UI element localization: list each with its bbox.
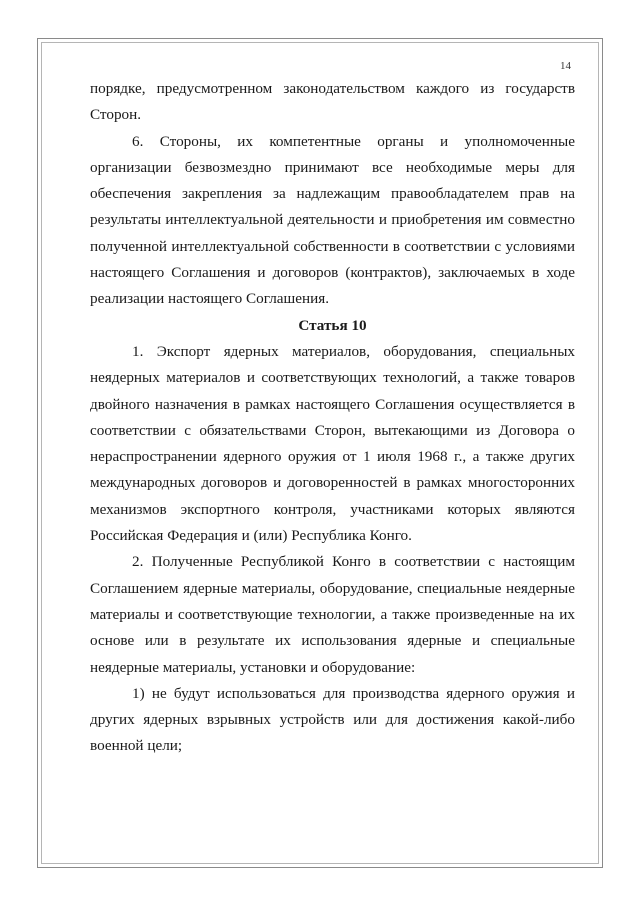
text-line: основе или в результате их использования ядерные и специальные	[90, 632, 575, 650]
text-line: механизмов экспортного контроля, участниками которых являются	[90, 500, 575, 518]
text-line: 2. Полученные Республикой Конго в соответствии с настоящим	[132, 553, 575, 571]
text-line: порядке, предусмотренном законодательством каждого из государств	[90, 80, 575, 97]
text-line: Соглашением ядерные материалы, оборудование, специальные неядерные	[90, 579, 575, 597]
text-line: настоящего Соглашения и договоров (контрактов), заключаемых в ходе	[90, 264, 575, 282]
text-line: Сторон.	[90, 106, 142, 124]
text-line: двойного назначения в рамках настоящего Соглашения осуществляется в	[90, 395, 575, 413]
text-line: Российская Федерация и (или) Республика Конго.	[90, 527, 412, 545]
text-line: соответствии с обязательствами Сторон, вытекающими из Договора о	[90, 421, 575, 439]
text-line: полученной интеллектуальной собственности в соответствии с условиями	[90, 237, 575, 255]
text-line: неядерные материалы, установки и оборудование:	[90, 658, 416, 676]
text-line: нераспространении ядерного оружия от 1 июля 1968 г., а также других	[90, 448, 575, 466]
text-line: международных договоров и договоренностей в рамках многосторонних	[90, 474, 575, 492]
paragraph-6	[90, 129, 575, 313]
article-item-2	[90, 549, 575, 680]
text-line: материалы и соответствующие технологии, а также произведенные на их	[90, 605, 575, 623]
page-number: 14	[560, 60, 571, 72]
text-line: других ядерных взрывных устройств или для достижения какой-либо	[90, 711, 575, 729]
text-line: 1. Экспорт ядерных материалов, оборудования, специальных	[132, 342, 575, 360]
text-line: военной цели;	[90, 737, 183, 755]
text-line: неядерных материалов и соответствующих технологий, а также товаров	[90, 369, 575, 387]
text-line: обеспечения закрепления за надлежащим правообладателем прав на	[90, 185, 575, 203]
text-line: 1) не будут использоваться для производства ядерного оружия и	[132, 684, 575, 702]
text-line: 6. Стороны, их компетентные органы и уполномоченные	[132, 132, 575, 150]
paragraph-continuation	[90, 76, 575, 129]
document-body	[90, 76, 575, 760]
article-item-1	[90, 339, 575, 549]
sub-item-1	[90, 681, 575, 760]
article-heading: Статья 10	[298, 316, 367, 334]
text-line: организации безвозмездно принимают все необходимые меры для	[90, 158, 575, 176]
text-line: реализации настоящего Соглашения.	[90, 290, 330, 308]
text-line: результаты интеллектуальной деятельности и приобретения им совместно	[90, 211, 575, 229]
